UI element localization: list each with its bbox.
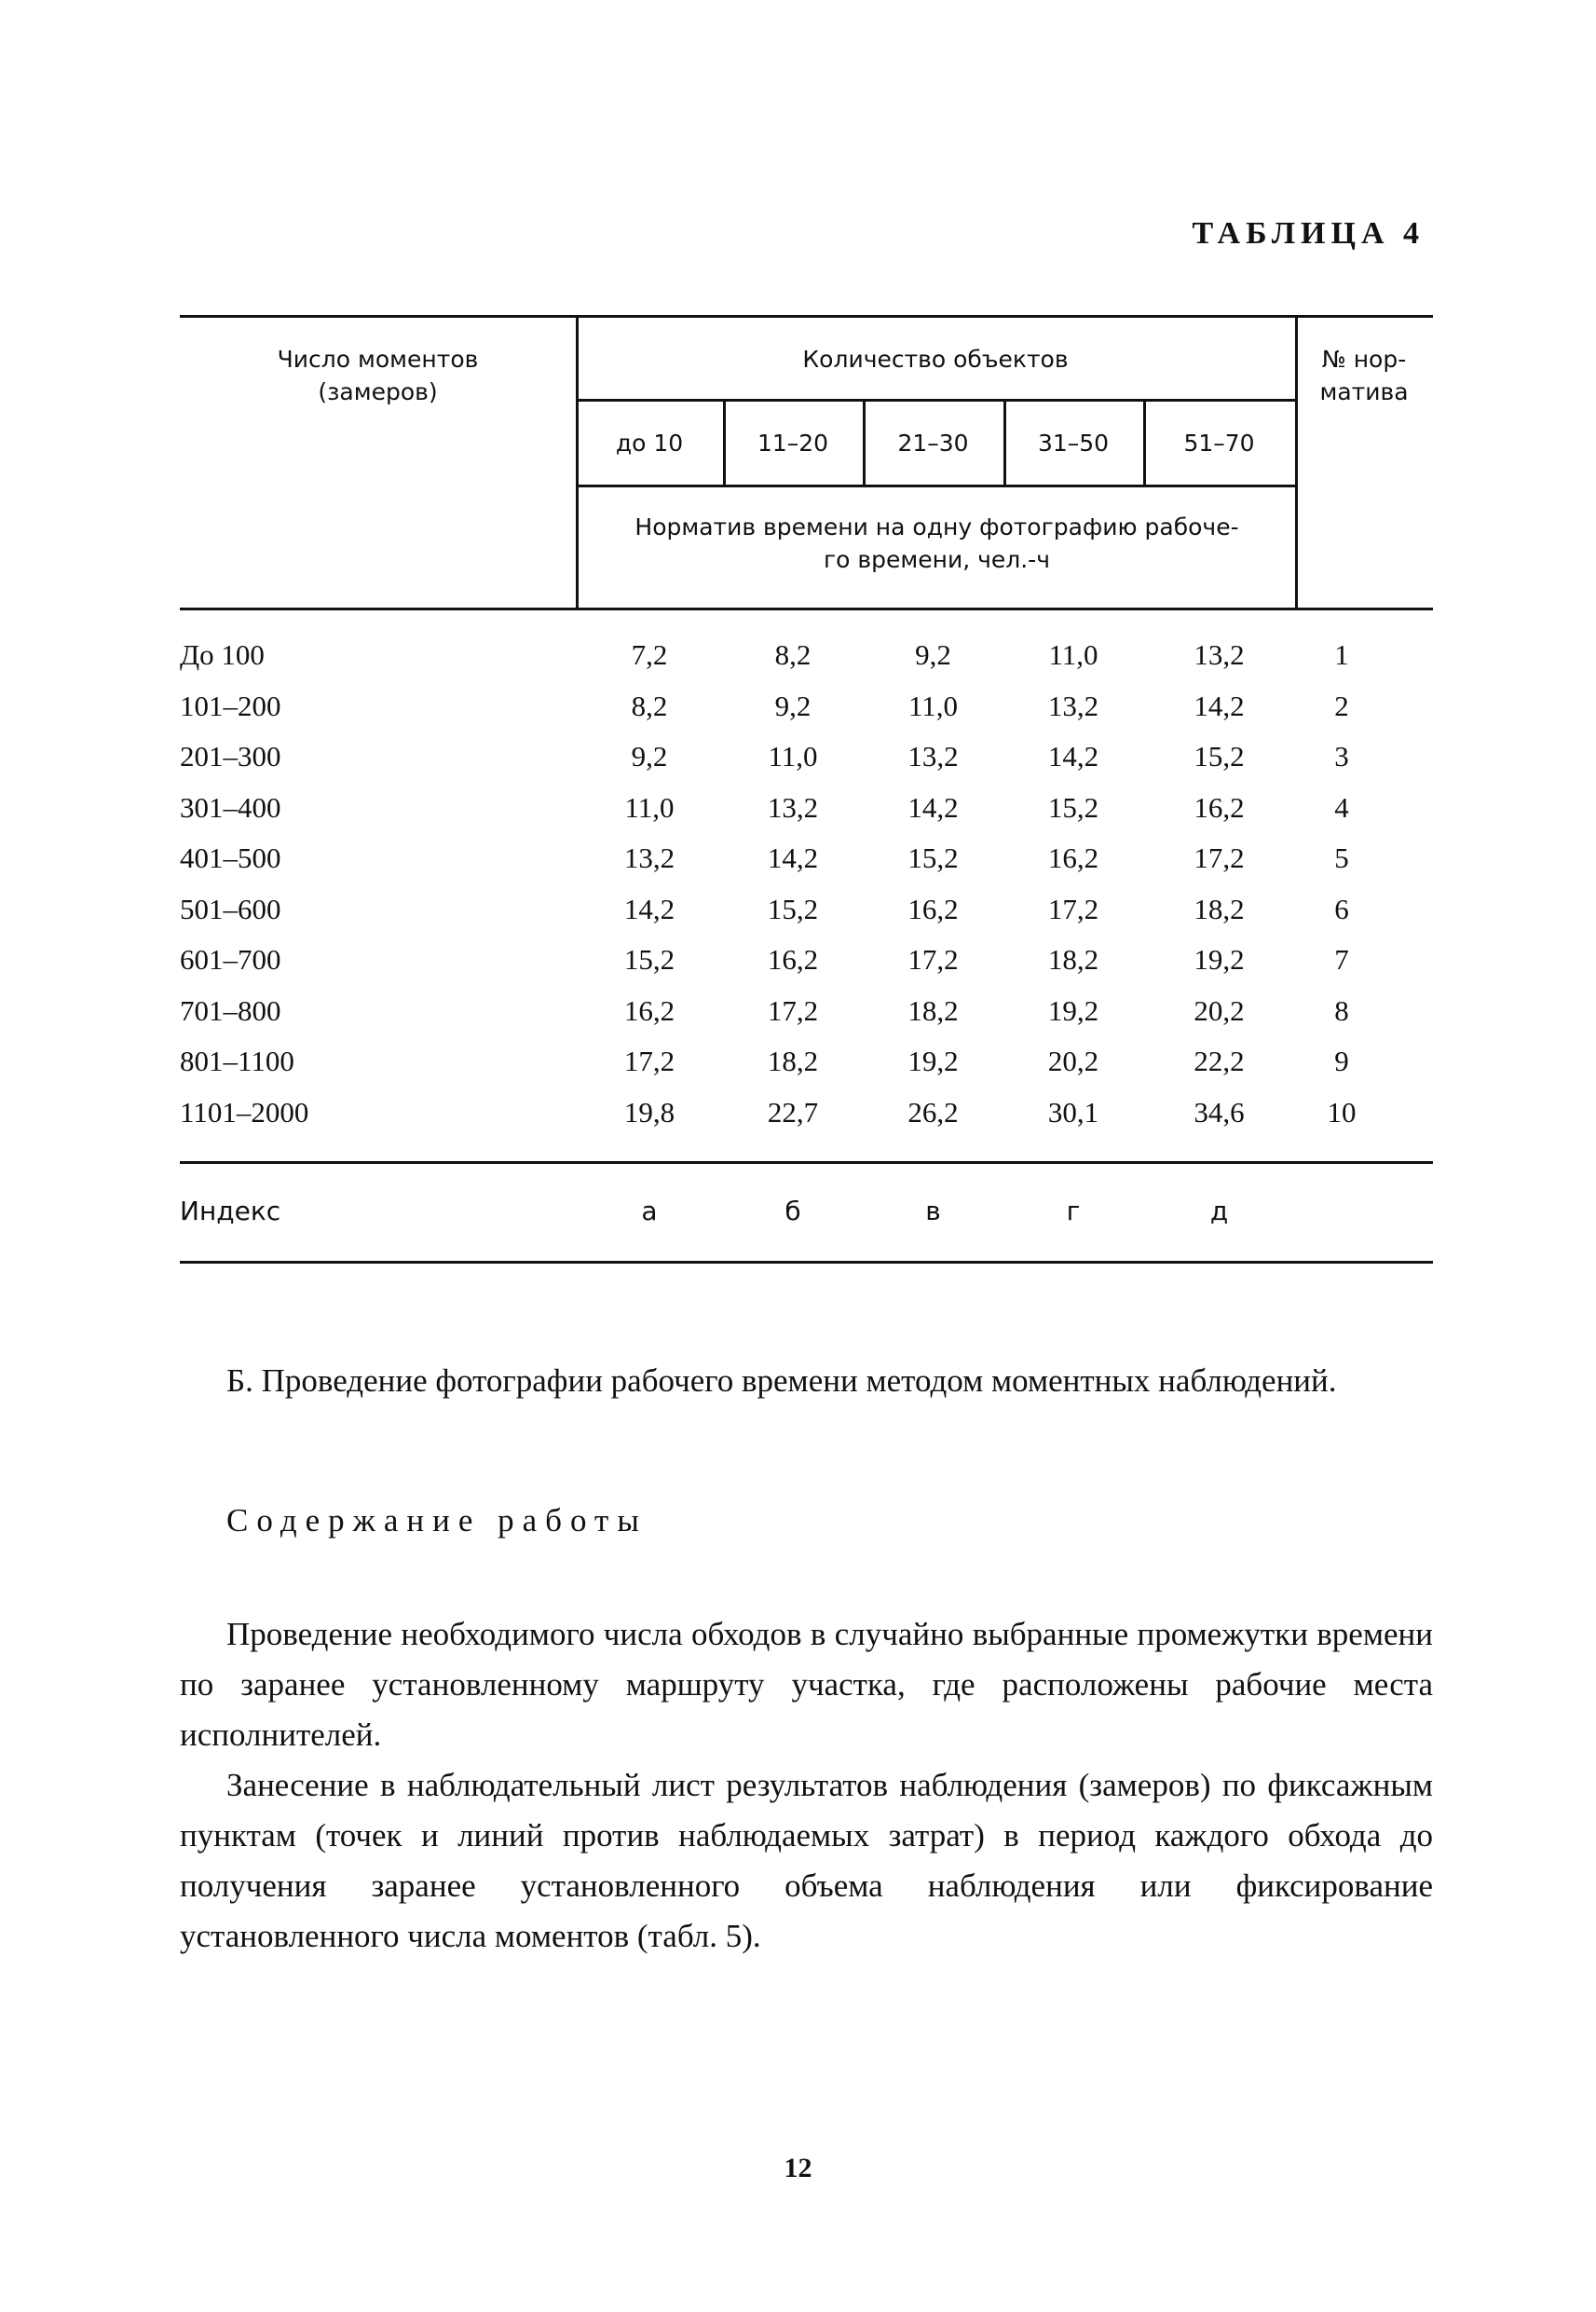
paragraph-rounds: Проведение необходимого числа обходов в случайно выбранные промежутки времени по заранее установленному маршруту участка, где расположены рабочие места исполнителей.	[180, 1616, 1433, 1753]
table-cell: 18,2	[1194, 892, 1245, 925]
section-b-paragraph: Б. Проведение фотографии рабочего времени методом моментных наблюдений.	[226, 1362, 1337, 1399]
table-cell: 13,2	[623, 841, 675, 874]
subheader-rule	[576, 399, 1295, 402]
paragraph-recording: Занесение в наблюдательный лист результатов наблюдения (замеров) по фиксажным пунктам (точек и линий против наблюдаемых затрат) в период каждого обхода до получения заранее установленного объема наблюдения или фиксирование установленного числа моментов (табл. 5).	[180, 1767, 1433, 1954]
table-cell: 16,2	[907, 892, 959, 925]
norm-number: 4	[1334, 790, 1349, 824]
table-cell: 14,2	[767, 841, 819, 874]
norm-number: 10	[1327, 1095, 1357, 1129]
table-cell: 13,2	[1047, 689, 1099, 722]
table-cell: 26,2	[907, 1095, 959, 1129]
table-cell: 11,0	[768, 740, 818, 773]
subheader-21-30: 21–30	[897, 430, 969, 457]
objects-header: Количество объектов	[802, 346, 1069, 373]
table-cell: 22,7	[767, 1095, 819, 1129]
norm-number: 2	[1334, 689, 1349, 722]
index-v: в	[925, 1196, 941, 1226]
table-cell: 14,2	[623, 892, 675, 925]
table-cell: 14,2	[907, 790, 959, 824]
table-cell: 18,2	[767, 1045, 819, 1077]
table-cell: 19,2	[907, 1045, 959, 1077]
body-bottom-rule	[180, 1161, 1433, 1164]
table-cell: 15,2	[1047, 790, 1099, 824]
index-label: Индекс	[180, 1196, 281, 1226]
index-a: а	[641, 1196, 658, 1226]
table-cell: 11,0	[907, 689, 959, 722]
count-header: Число моментов (замеров)	[277, 346, 479, 405]
table-cell: 19,2	[1194, 943, 1245, 976]
norm-number: 6	[1334, 892, 1349, 925]
norm-number-header: № нор- матива	[1319, 346, 1409, 405]
subheader-31-50: 31–50	[1037, 430, 1110, 457]
row-label: 801–1100	[180, 1045, 294, 1077]
table-cell: 9,2	[915, 638, 951, 671]
table-cell: 22,2	[1194, 1045, 1245, 1077]
table-cell: 14,2	[1047, 740, 1099, 773]
table-cell: 20,2	[1047, 1045, 1099, 1077]
table-cell: 17,2	[623, 1045, 675, 1077]
table-cell: 34,6	[1194, 1095, 1245, 1129]
table-cell: 30,1	[1047, 1095, 1099, 1129]
table-cell: 19,2	[1047, 993, 1099, 1027]
norm-number: 1	[1334, 638, 1349, 671]
subheader-51-70: 51–70	[1183, 430, 1255, 457]
row-label: 701–800	[180, 993, 281, 1027]
table-cell: 16,2	[1047, 841, 1099, 874]
table-cell: 8,2	[774, 638, 812, 671]
header-bottom-rule	[180, 608, 1433, 610]
table-cell: 17,2	[1194, 841, 1245, 874]
norm-number: 8	[1334, 993, 1349, 1027]
table-cell: 20,2	[1194, 993, 1245, 1027]
table-cell: 17,2	[907, 943, 959, 976]
norm-number: 5	[1334, 841, 1349, 874]
index-b: б	[784, 1196, 801, 1226]
norm-number: 3	[1334, 740, 1349, 773]
table-cell: 15,2	[623, 943, 675, 976]
index-g: г	[1066, 1196, 1081, 1226]
table-cell: 15,2	[767, 892, 819, 925]
row-label: 201–300	[180, 740, 281, 773]
index-d: д	[1209, 1196, 1229, 1226]
subheader-11-20: 11–20	[757, 430, 829, 457]
table-cell: 16,2	[1194, 790, 1245, 824]
table-cell: 17,2	[1047, 892, 1099, 925]
table-top-rule	[180, 315, 1433, 318]
table-cell: 14,2	[1194, 689, 1245, 722]
table-cell: 17,2	[767, 993, 819, 1027]
table-cell: 18,2	[1047, 943, 1099, 976]
table-cell: 8,2	[631, 689, 668, 722]
table-cell: 9,2	[774, 689, 812, 722]
table-cell: 13,2	[767, 790, 819, 824]
table-cell: 16,2	[623, 993, 675, 1027]
norm-number: 7	[1334, 943, 1349, 976]
table-cell: 13,2	[907, 740, 959, 773]
row-label: 601–700	[180, 943, 281, 976]
table-cell: 19,8	[623, 1095, 675, 1129]
table-cell: 15,2	[907, 841, 959, 874]
table-cell: 11,0	[624, 790, 675, 824]
norm-number: 9	[1334, 1045, 1349, 1077]
page-number: 12	[784, 2153, 812, 2183]
subheader-up-to-10: до 10	[615, 430, 684, 457]
table-cell: 13,2	[1194, 638, 1245, 671]
table-cell: 16,2	[767, 943, 819, 976]
table-bottom-rule	[180, 1261, 1433, 1264]
work-content-heading: Содержание работы	[226, 1502, 648, 1539]
table-cell: 15,2	[1194, 740, 1245, 773]
table-cell: 18,2	[907, 993, 959, 1027]
norms-table	[180, 315, 1433, 1265]
row-label: 1101–2000	[180, 1095, 309, 1129]
row-label: До 100	[180, 638, 265, 671]
row-label: 401–500	[180, 841, 281, 874]
row-label: 301–400	[180, 790, 281, 824]
row-label: 501–600	[180, 892, 281, 925]
table-cell: 11,0	[1048, 638, 1098, 671]
table-cell: 9,2	[631, 740, 668, 773]
table-cell: 7,2	[631, 638, 668, 671]
table-title: ТАБЛИЦА 4	[1192, 216, 1425, 251]
row-label: 101–200	[180, 689, 281, 722]
subheader-bottom-rule	[576, 485, 1295, 487]
unit-header: Норматив времени на одну фотографию рабоче- го времени, чел.-ч	[634, 513, 1239, 573]
